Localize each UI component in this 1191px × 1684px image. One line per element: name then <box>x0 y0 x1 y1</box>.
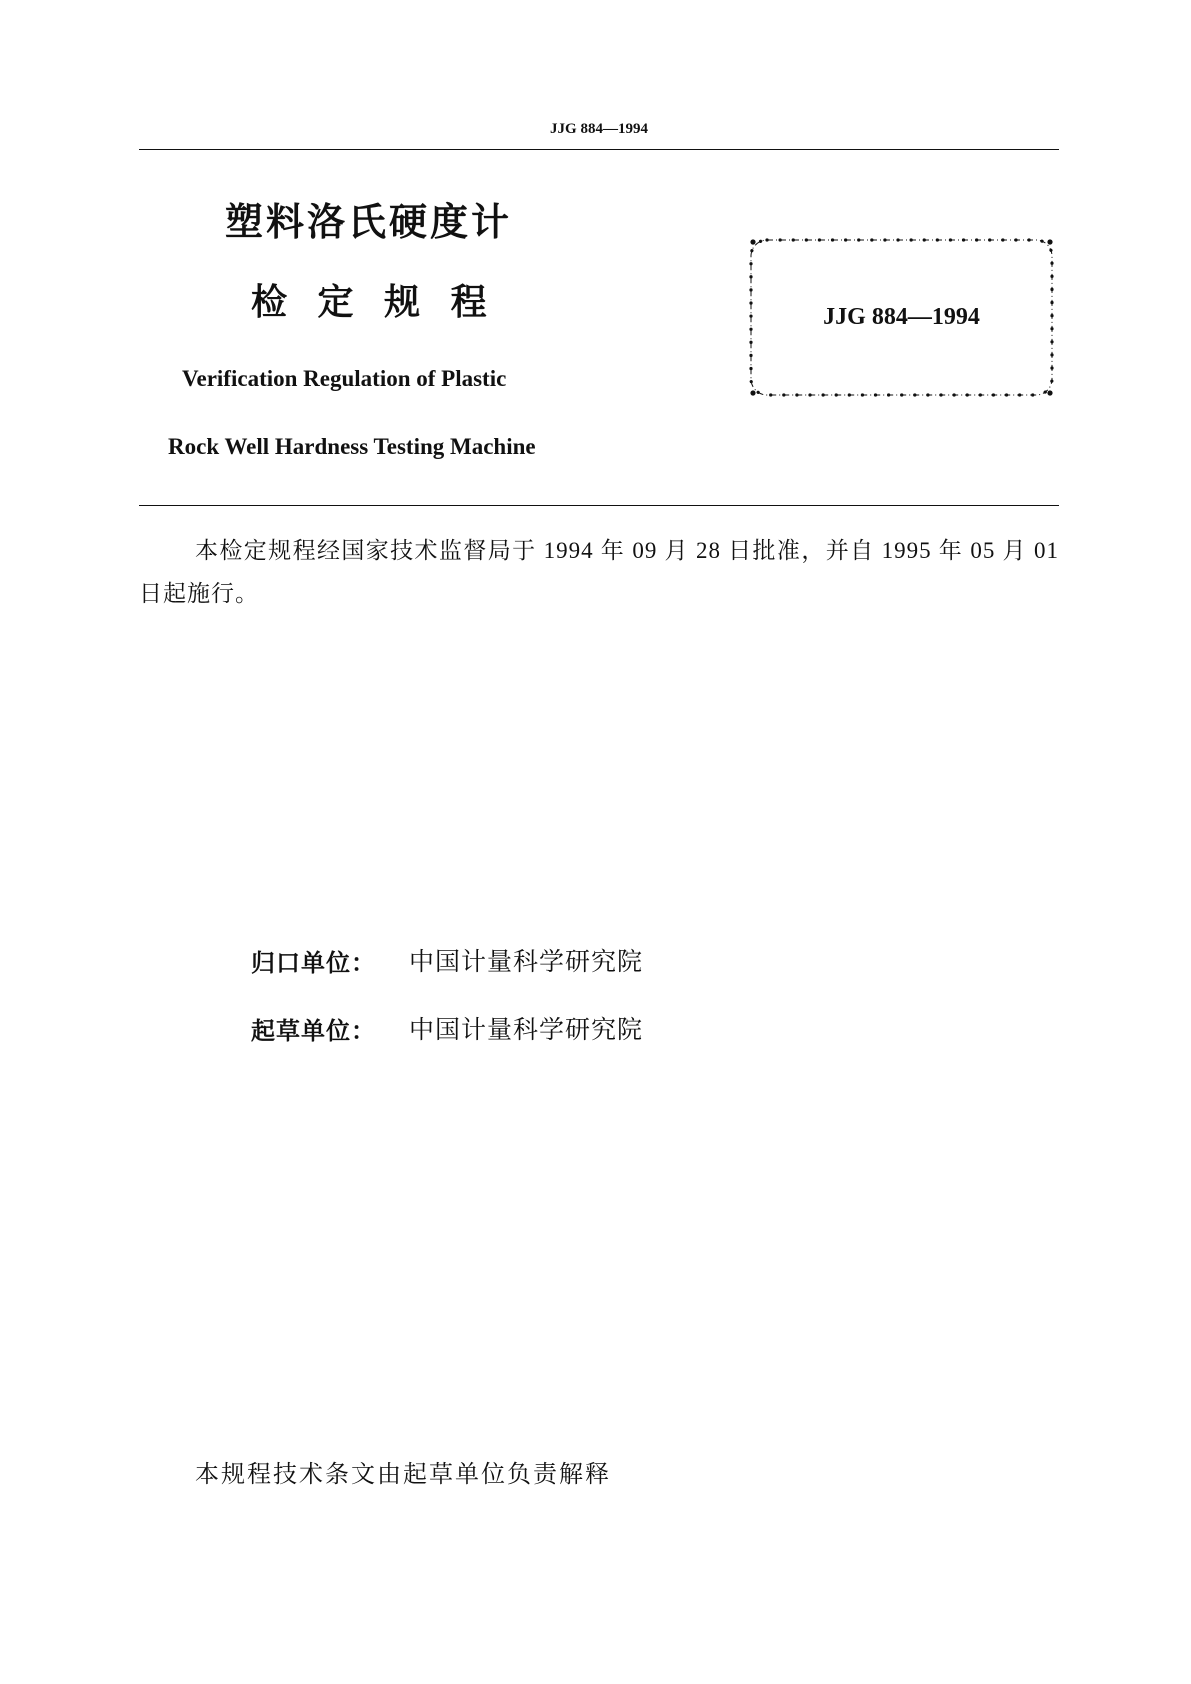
interpretation-note: 本规程技术条文由起草单位负责解释 <box>195 1462 611 1488</box>
title-chinese-line-1: 塑料洛氏硬度计 <box>225 200 513 244</box>
running-header-code: JJG 884—1994 <box>550 121 648 137</box>
header-rule <box>139 149 1059 150</box>
drafting-unit-value: 中国计量科学研究院 <box>409 1017 644 1044</box>
responsible-unit-value: 中国计量科学研究院 <box>409 949 644 976</box>
title-english-line-2: Rock Well Hardness Testing Machine <box>168 434 536 459</box>
drafting-unit-label: 起草单位： <box>251 1017 376 1045</box>
approval-statement: 本检定规程经国家技术监督局于 1994 年 09 月 28 日批准，并自 1995 年 05 月 01 日起施行。 <box>139 538 1060 606</box>
responsible-unit-row <box>251 947 851 979</box>
title-english-line-1: Verification Regulation of Plastic <box>182 366 507 391</box>
standard-code: JJG 884—1994 <box>823 304 980 330</box>
responsible-unit-label: 归口单位： <box>251 949 376 977</box>
standard-code-box <box>747 236 1056 399</box>
title-block-rule <box>139 505 1059 506</box>
drafting-unit-row <box>251 1015 851 1047</box>
title-chinese-line-2: 检 定 规 程 <box>251 282 493 323</box>
